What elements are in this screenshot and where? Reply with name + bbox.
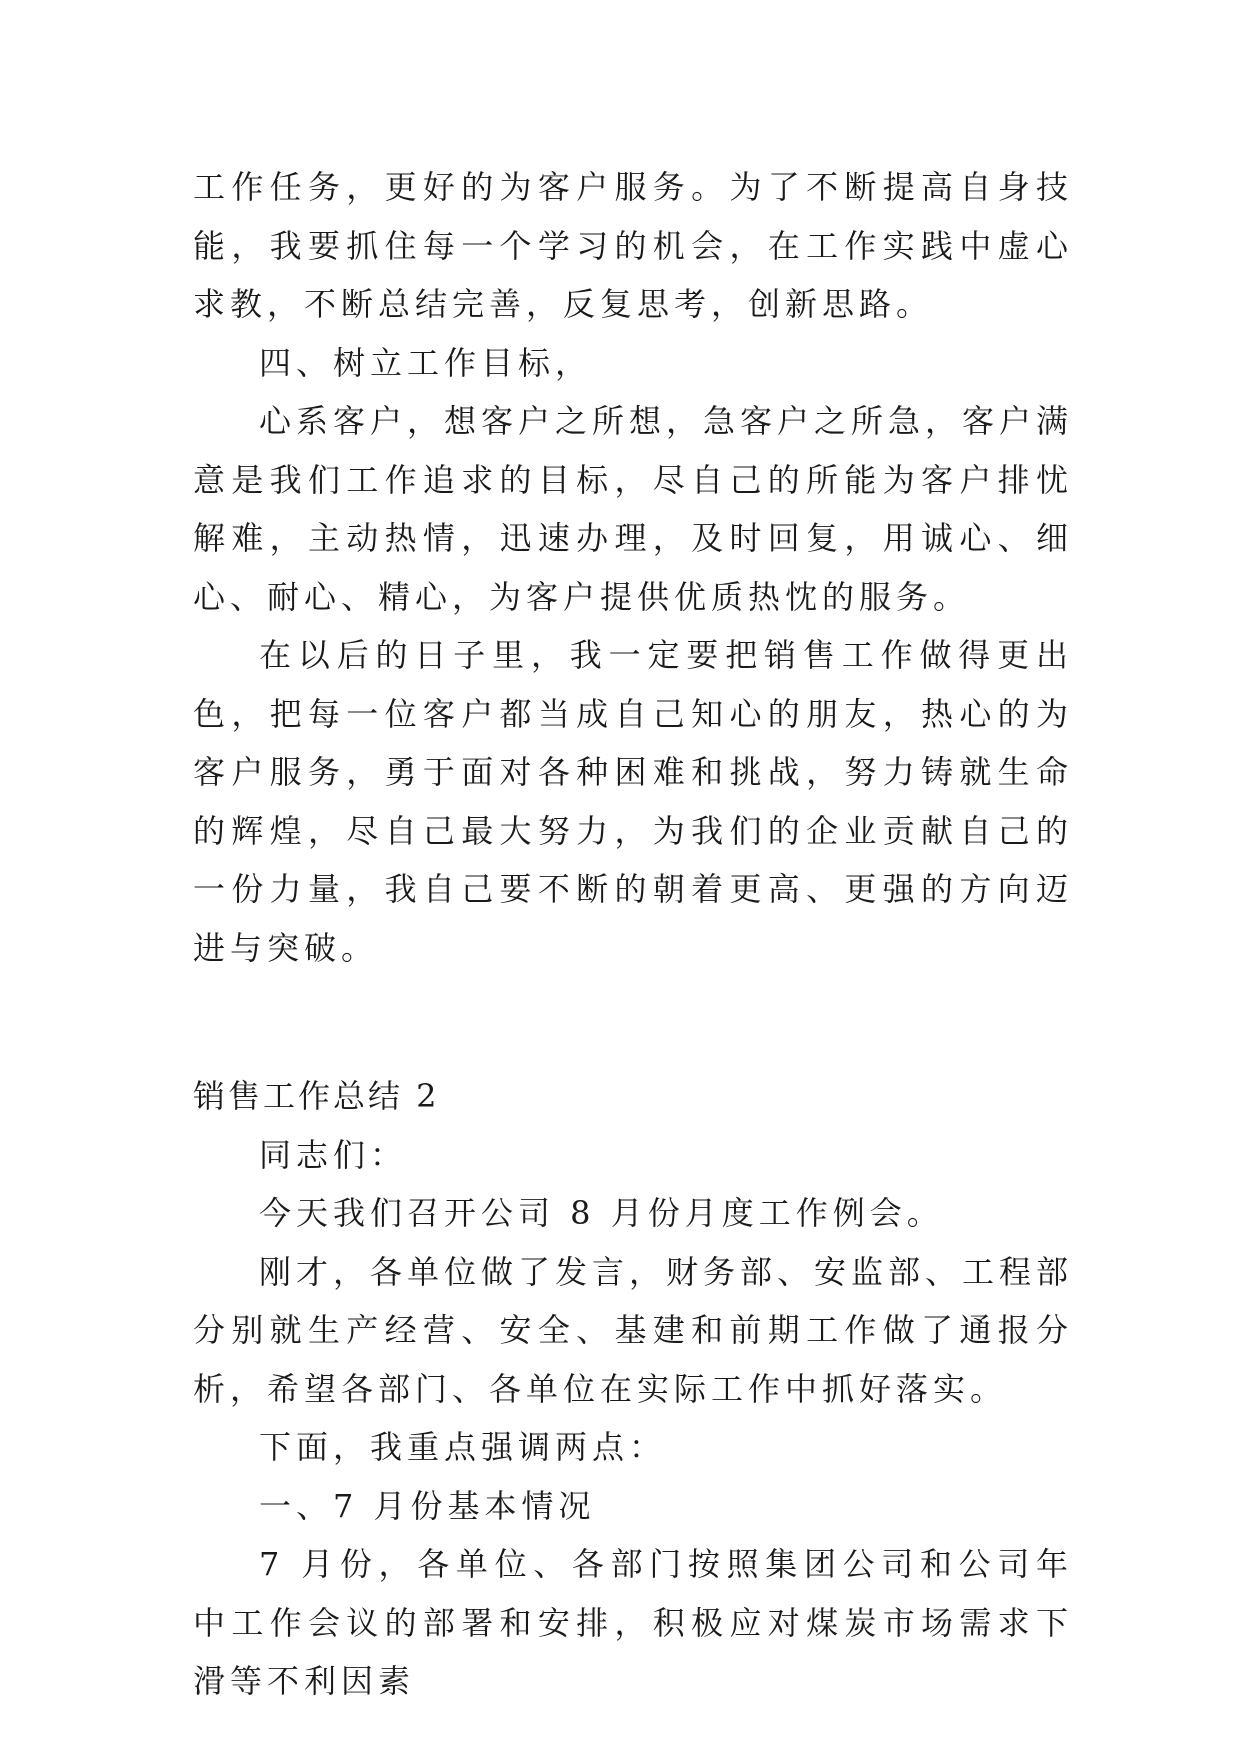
document-body [193,158,1073,1711]
paragraph-july-details: 7 月份，各单位、各部门按照集团公司和公司年中工作会议的部署和安排，积极应对煤炭市场需求下滑等不利因素 [193,1545,1073,1700]
section-title-sales-summary-2: 销售工作总结 2 [193,1077,440,1115]
paragraph-meeting-intro: 今天我们召开公司 8 月份月度工作例会。 [259,1194,944,1232]
paragraph-continued-work-tasks: 工作任务，更好的为客户服务。为了不断提高自身技能，我要抓住每一个学习的机会，在工作实践中虚心求教，不断总结完善，反复思考，创新思路。 [193,168,1073,323]
paragraph-future-outlook: 在以后的日子里，我一定要把销售工作做得更出色，把每一位客户都当成自己知心的朋友，热心的为客户服务，勇于面对各种困难和挑战，努力铸就生命的辉煌，尽自己最大努力，为我们的企业贡献自己的一份力量，我自己要不断的朝着更高、更强的方向迈进与突破。 [193,636,1073,967]
paragraph-department-reports: 刚才，各单位做了发言，财务部、安监部、工程部分别就生产经营、安全、基建和前期工作做了通报分析，希望各部门、各单位在实际工作中抓好落实。 [193,1252,1074,1408]
paragraph-two-points: 下面，我重点强调两点： [259,1428,667,1466]
paragraph-customer-care: 心系客户，想客户之所想，急客户之所急，客户满意是我们工作追求的目标，尽自己的所能为客户排忧解难，主动热情，迅速办理，及时回复，用诚心、细心、耐心、精心，为客户提供优质热忱的服务。 [193,402,1074,616]
heading-july-overview: 一、7 月份基本情况 [259,1486,596,1525]
paragraph-greeting: 同志们： [259,1135,408,1174]
heading-set-work-goals: 四、树立工作目标， [259,343,593,382]
